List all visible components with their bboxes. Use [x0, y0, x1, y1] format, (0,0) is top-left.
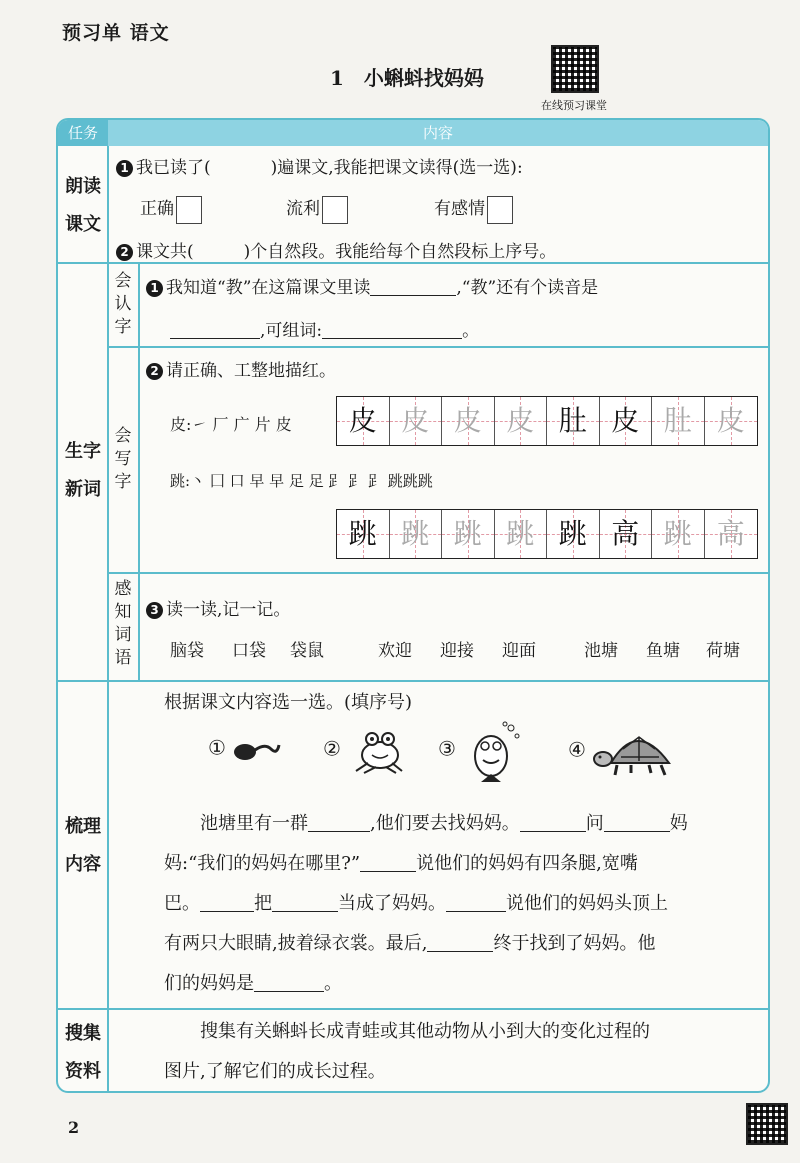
checkbox-correct[interactable] [176, 196, 202, 224]
tracing-cell[interactable] [337, 510, 390, 558]
item-number-badge: 2 [116, 244, 133, 261]
word-group-blank[interactable] [322, 320, 462, 339]
story-line-3 [164, 884, 770, 924]
header-task: 任务 [58, 120, 108, 146]
sublabel-char: 词 [114, 625, 132, 645]
story-text: 们的妈妈是 [164, 973, 254, 994]
story-blank-9[interactable] [254, 973, 324, 992]
picture-label: ③ [438, 736, 456, 761]
item-number-badge: 3 [146, 602, 163, 619]
story-blank-7[interactable] [446, 893, 506, 912]
tracing-cell[interactable] [652, 510, 705, 558]
tracing-cell[interactable] [547, 397, 600, 445]
story-blank-4[interactable] [360, 853, 416, 872]
recognize-text-b: ,“教”还有个读音是 [456, 278, 599, 298]
story-blank-6[interactable] [272, 893, 338, 912]
item-number-badge: 1 [146, 280, 163, 297]
preview-table [56, 118, 770, 1093]
tracing-cell[interactable] [705, 510, 758, 558]
fish-icon [461, 720, 527, 782]
tracing-char: 跳 [453, 517, 482, 550]
tracing-cell[interactable] [600, 397, 653, 445]
word-group-3 [584, 636, 756, 661]
sublabel-char: 字 [114, 472, 132, 492]
sublabel-char: 感 [114, 579, 132, 599]
tracing-char: 皮 [348, 404, 377, 437]
story-text: 终于找到了妈妈。他 [493, 933, 656, 954]
read-item-2-text-a: 课文共( [136, 242, 194, 262]
story-blank-3[interactable] [604, 813, 670, 832]
tracing-cell[interactable] [652, 397, 705, 445]
story-line-5 [164, 964, 770, 1004]
sort-instruction: 根据课文内容选一选。(填序号) [164, 692, 413, 713]
picture-4 [568, 725, 681, 779]
option-label: 流利 [286, 199, 320, 219]
tracing-grid-tiao [336, 509, 758, 559]
story-text: ,他们要去找妈妈。 [370, 813, 520, 834]
tracing-char: 跳 [401, 517, 430, 550]
read-option-fluent [286, 194, 348, 224]
tracing-char: 皮 [716, 404, 745, 437]
checkbox-fluent[interactable] [322, 196, 348, 224]
word: 欢迎 [378, 641, 412, 661]
picture-label: ① [208, 735, 226, 760]
tracing-cell[interactable] [390, 510, 443, 558]
tracing-cell[interactable] [495, 510, 548, 558]
divider [58, 262, 768, 264]
story-text: 妈:“我们的妈妈在哪里?” [164, 853, 361, 874]
qr-caption: 在线预习课堂 [541, 99, 607, 112]
divider [138, 262, 140, 680]
story-text: 问 [585, 813, 604, 834]
tracing-cell[interactable] [337, 397, 390, 445]
tracing-cell[interactable] [442, 510, 495, 558]
section-label-chars-line1: 生字 [65, 441, 101, 462]
section-label-chars-line2: 新词 [65, 479, 101, 500]
tracing-cell[interactable] [390, 397, 443, 445]
tracing-cell[interactable] [495, 397, 548, 445]
picture-label: ④ [568, 737, 586, 762]
story-blank-8[interactable] [427, 933, 493, 952]
story-text: 当成了妈妈。 [338, 893, 446, 914]
collect-line-2: 图片,了解它们的成长过程。 [164, 1061, 386, 1082]
word: 脑袋 [170, 641, 204, 661]
sublabel-recognize [108, 270, 138, 339]
stroke-order-tiao: 跳:丶 ⼞ ⼝ 早 早 足 足 𧾷 𧾷 𧾷 跳跳跳 [170, 472, 433, 490]
collect-line-1: 搜集有关蝌蚪长成青蛙或其他动物从小到大的变化过程的 [200, 1021, 650, 1042]
tracing-grid-pi [336, 396, 758, 446]
recognize-line-2 [170, 316, 479, 341]
words-instruction [146, 595, 290, 620]
tracing-char: 跳 [558, 517, 587, 550]
picture-2 [323, 725, 412, 777]
divider [58, 1008, 768, 1010]
checkbox-emotion[interactable] [487, 196, 513, 224]
header-content: 内容 [422, 124, 453, 142]
word: 池塘 [584, 641, 618, 661]
sublabel-char: 认 [114, 294, 132, 314]
picture-1 [208, 735, 281, 765]
word: 鱼塘 [646, 641, 680, 661]
sublabel-char: 会 [114, 271, 132, 291]
sublabel-words [108, 578, 138, 670]
sublabel-char: 知 [114, 602, 132, 622]
table-header [58, 120, 768, 146]
section-label-read-line2: 课文 [65, 214, 101, 235]
read-item-1 [116, 153, 523, 178]
second-pronunciation-blank[interactable] [170, 320, 260, 339]
stroke-order-pi: 皮:㇀ 厂 广 片 皮 [170, 415, 292, 434]
qr-code-icon[interactable] [551, 45, 599, 93]
section-label-sort-line2: 内容 [65, 854, 101, 875]
word: 迎面 [502, 641, 536, 661]
read-item-1-text-a: 我已读了( [136, 158, 211, 178]
tracing-char: 皮 [453, 404, 482, 437]
recognize-text-c: ,可组词: [260, 321, 323, 341]
word-group-1 [170, 636, 350, 661]
sublabel-char: 会 [114, 426, 132, 446]
story-text: 。 [324, 973, 342, 994]
item-number-badge: 1 [116, 160, 133, 177]
tracing-char: 肚 [558, 404, 587, 437]
turtle-icon [591, 725, 681, 779]
story-blank-5[interactable] [200, 893, 254, 912]
story-text: 把 [254, 893, 272, 914]
pronunciation-blank[interactable] [370, 277, 456, 296]
tracing-char: 皮 [401, 404, 430, 437]
section-label-read-line1: 朗读 [65, 176, 101, 197]
tracing-char: 高 [611, 517, 640, 550]
tracing-char: 跳 [506, 517, 535, 550]
story-line-1 [164, 804, 770, 844]
frog-icon [346, 725, 412, 777]
sublabel-write [108, 425, 138, 494]
story-text: 池塘里有一群 [200, 813, 308, 834]
picture-3 [438, 720, 527, 782]
option-label: 有感情 [434, 199, 485, 219]
page-header: 预习单 语文 [62, 22, 170, 44]
story-text: 说他们的妈妈有四条腿,宽嘴 [416, 853, 638, 874]
read-item-2-text-b: )个自然段。我能给每个自然段标上序号。 [243, 242, 557, 262]
story-blank-1[interactable] [308, 813, 370, 832]
word: 荷塘 [706, 641, 740, 661]
story-text: 有两只大眼睛,披着绿衣裳。最后, [164, 933, 428, 954]
words-title: 读一读,记一记。 [166, 600, 291, 620]
sublabel-char: 字 [114, 317, 132, 337]
tracing-cell[interactable] [705, 397, 758, 445]
page-number: 2 [68, 1118, 80, 1137]
tracing-cell[interactable] [600, 510, 653, 558]
recognize-text-d: 。 [462, 321, 480, 341]
story-paragraph [164, 804, 770, 1004]
read-item-1-text-b: )遍课文,我能把课文读得(选一选): [270, 158, 523, 178]
read-option-emotion [434, 194, 513, 224]
divider [108, 346, 768, 348]
lesson-title [330, 62, 484, 91]
lesson-name: 小蝌蚪找妈妈 [363, 66, 484, 90]
tracing-char: 肚 [663, 404, 692, 437]
tracing-cell[interactable] [442, 397, 495, 445]
story-text: 巴。 [164, 893, 200, 914]
option-label: 正确 [140, 199, 174, 219]
word: 口袋 [232, 641, 266, 661]
tracing-char: 跳 [348, 517, 377, 550]
section-label-collect-line1: 搜集 [65, 1023, 101, 1044]
story-line-4 [164, 924, 770, 964]
recognize-line-1 [146, 273, 598, 298]
recognize-text-a: 我知道“教”在这篇课文里读 [166, 278, 371, 298]
tracing-char: 皮 [506, 404, 535, 437]
read-item-2 [116, 237, 556, 262]
tracing-char: 皮 [611, 404, 640, 437]
picture-label: ② [323, 736, 341, 761]
qr-code-small-icon[interactable] [746, 1103, 788, 1145]
divider [58, 680, 768, 682]
word: 袋鼠 [290, 641, 324, 661]
story-line-2 [164, 844, 770, 884]
item-number-badge: 2 [146, 363, 163, 380]
tracing-cell[interactable] [547, 510, 600, 558]
word: 迎接 [440, 641, 474, 661]
sublabel-char: 语 [114, 648, 132, 668]
read-option-correct [140, 194, 202, 224]
word-group-2 [378, 636, 562, 661]
story-text: 说他们的妈妈头顶上 [506, 893, 668, 914]
tracing-char: 跳 [663, 517, 692, 550]
tadpole-icon [231, 735, 281, 765]
section-label-sort-line1: 梳理 [65, 816, 101, 837]
write-title: 请正确、工整地描红。 [166, 361, 336, 381]
write-instruction [146, 356, 336, 381]
divider [108, 572, 768, 574]
tracing-char: 高 [716, 517, 745, 550]
section-label-collect-line2: 资料 [65, 1061, 101, 1082]
collect-paragraph [164, 1012, 770, 1092]
story-blank-2[interactable] [520, 813, 586, 832]
story-text: 妈 [669, 813, 688, 834]
lesson-number: 1 [330, 66, 344, 90]
sublabel-char: 写 [114, 449, 132, 469]
